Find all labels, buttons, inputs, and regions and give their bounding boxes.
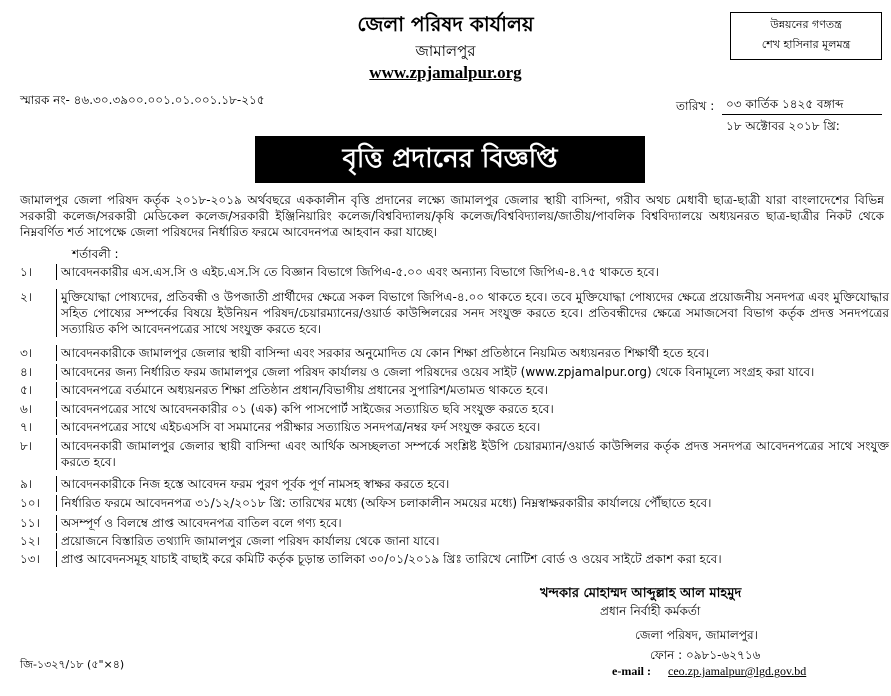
condition-text: আবেদনকারীকে নিজ হস্তে আবেদন ফরম পুরণ পূর্বক পূর্ণ নামসহ স্বাক্ষর করতে হবে। [56, 476, 889, 492]
signatory-designation: প্রধান নির্বাহী কর্মকর্তা [600, 604, 701, 618]
condition-text: আবেদনের জন্য নির্ধারিত ফরম জামালপুর জেলা পরিষদ কার্যালয় ও জেলা পরিষদের ওয়েব সাইট (www.zpjamalpur.org) থেকে বিনামূল্যে সংগ্রহ করা যাবে। [56, 364, 889, 380]
condition-number: ৭। [20, 420, 33, 434]
date-label: তারিখ : [676, 99, 715, 113]
condition-number: ১৩। [20, 552, 40, 566]
slogan-box [730, 12, 882, 60]
office-website: www.zpjamalpur.org [369, 63, 522, 82]
office-location: জামালপুর [415, 42, 476, 60]
condition-number: ১। [20, 265, 33, 279]
condition-number: ৩। [20, 346, 33, 360]
date-divider [722, 114, 882, 115]
condition-text: আবেদনকারীকে জামালপুর জেলার স্থায়ী বাসিন্দা এবং সরকার অনুমোদিত যে কোন শিক্ষা প্রতিষ্ঠানে নিয়মিত অধ্যয়নরত শিক্ষার্থী হতে হবে। [56, 345, 889, 361]
condition-text: নির্ধারিত ফরমে আবেদনপত্র ৩১/১২/২০১৮ খ্রি: তারিখের মধ্যে (অফিস চলাকালীন সময়ের মধ্যে) নিম্নস্বাক্ষরকারীর কার্যালয়ে পৌঁছাতে হবে। [56, 495, 889, 511]
condition-number: ১২। [20, 534, 40, 548]
footer-code: জি-১৩২৭/১৮ (৫"×৪) [20, 658, 125, 671]
condition-number: ৮। [20, 439, 33, 453]
memo-number: স্মারক নং- ৪৬.৩০.৩৯০০.০০১.০১.০০১.১৮-২১৫ [20, 93, 265, 107]
signatory-phone: ফোন : ০৯৮১-৬২৭১৬ [650, 648, 761, 662]
condition-text: আবেদনপত্রের সাথে এইচএসসি বা সমমানের পরীক্ষার সত্যায়িত সনদপত্র/নম্বর ফর্দ সংযুক্ত করতে হবে। [56, 419, 889, 435]
signatory-name: খন্দকার মোহাম্মদ আব্দুল্লাহ আল মাহমুদ [540, 586, 742, 601]
slogan-line-2: শেখ হাসিনার মূলমন্ত্র [761, 38, 851, 51]
notice-title: বৃত্তি প্রদানের বিজ্ঞপ্তি [255, 136, 645, 183]
condition-number: ৫। [20, 383, 33, 397]
conditions-heading: শর্তাবলী : [72, 247, 119, 261]
condition-number: ৯। [20, 477, 33, 491]
email-label: e-mail : [612, 664, 651, 678]
condition-number: ১১। [20, 516, 40, 530]
intro-paragraph: জামালপুর জেলা পরিষদ কর্তৃক ২০১৮-২০১৯ অর্থবছরে এককালীন বৃত্তি প্রদানের লক্ষ্যে জামালপুর জেলার স্থায়ী বাসিন্দা, গরীব অথচ মেধাবী ছাত্র-ছাত্রী যারা বাংলাদেশের বিভিন্ন সরকারী কলেজ/সরকারী মেডিকেল কলেজ/সরকারী ইঞ্জিনিয়ারিং কলেজ/বিশ্ববিদ্যালয়/কৃষি কলেজ/বিশ্ববিদ্যালয়/জাতীয়/পাবলিক বিশ্ববিদ্যালয়ে অধ্যয়নরত ছাত্র-ছাত্রীর নিকট থেকে নিম্নবর্ণিত শর্ত সাপেক্ষে জেলা পরিষদের নির্ধারিত ফরমে আবেদনপত্র আহবান করা যাচ্ছে। [20, 193, 884, 239]
condition-number: ৬। [20, 402, 33, 416]
condition-number: ১০। [20, 496, 40, 510]
condition-text: মুক্তিযোদ্ধা পোষ্যদের, প্রতিবন্ধী ও উপজাতী প্রার্থীদের ক্ষেত্রে সকল বিভাগে জিপিএ-৪.০০ থাকতে হবে। তবে মুক্তিযোদ্ধা পোষ্যদের ক্ষেত্রে প্রয়োজনীয় সনদপত্র এবং মুক্তিযোদ্ধার সহিত পোষ্যের সম্পর্কের বিষয়ে ইউনিয়ন পরিষদ/চেয়ারম্যানের/ওয়ার্ড কাউন্সিলরের সনদ সংযুক্ত করতে হবে। প্রতিবন্ধীদের ক্ষেত্রে সমাজসেবা বিভাগ কর্তৃক প্রদত্ত সনদপত্রের সত্যায়িত কপি আবেদনপত্রের সাথে সংযুক্ত করতে হবে। [56, 289, 889, 337]
condition-text: প্রাপ্ত আবেদনসমূহ যাচাই বাছাই করে কমিটি কর্তৃক চূড়ান্ত তালিকা ৩০/০১/২০১৯ খ্রিঃ তারিখে নোটিশ বোর্ড ও ওয়েব সাইটে প্রকাশ করা হবে। [56, 551, 889, 567]
condition-text: অসম্পূর্ণ ও বিলম্বে প্রাপ্ত আবেদনপত্র বাতিল বলে গণ্য হবে। [56, 515, 889, 531]
date-bangla: ০৩ কার্তিক ১৪২৫ বঙ্গাব্দ [726, 97, 844, 111]
condition-text: আবেদনকারী জামালপুর জেলার স্থায়ী বাসিন্দা এবং আর্থিক অসচ্ছলতা সম্পর্কে সংশ্লিষ্ট ইউপি চেয়ারম্যান/ওয়ার্ড কাউন্সিলর কর্তৃক প্রদত্ত সনদপত্র আবেদনপত্রের সাথে সংযুক্ত করতে হবে। [56, 438, 889, 470]
condition-text: আবেদনপত্রে বর্তমানে অধ্যয়নরত শিক্ষা প্রতিষ্ঠান প্রধান/বিভাগীয় প্রধানের সুপারিশ/মতামত থাকতে হবে। [56, 382, 889, 398]
condition-text: আবেদনকারীর এস.এস.সি ও এইচ.এস.সি তে বিজ্ঞান বিভাগে জিপিএ-৫.০০ এবং অন্যান্য বিভাগে জিপিএ-৪.৭৫ থাকতে হবে। [56, 264, 889, 280]
condition-text: আবেদনপত্রের সাথে আবেদনকারীর ০১ (এক) কপি পাসপোর্ট সাইজের সত্যায়িত ছবি সংযুক্ত করতে হবে। [56, 401, 889, 417]
email-link[interactable]: ceo.zp.jamalpur@lgd.gov.bd [668, 664, 807, 678]
slogan-line-1: উন্নয়নের গণতন্ত্র [770, 18, 842, 31]
signatory-office: জেলা পরিষদ, জামালপুর। [635, 628, 758, 642]
office-title: জেলা পরিষদ কার্যালয় [357, 12, 534, 36]
condition-text: প্রয়োজনে বিস্তারিত তথ্যাদি জামালপুর জেলা পরিষদ কার্যালয় থেকে জানা যাবে। [56, 533, 889, 549]
condition-number: ২। [20, 290, 33, 304]
condition-number: ৪। [20, 365, 33, 379]
date-english: ১৮ অক্টোবর ২০১৮ খ্রি: [726, 119, 840, 133]
